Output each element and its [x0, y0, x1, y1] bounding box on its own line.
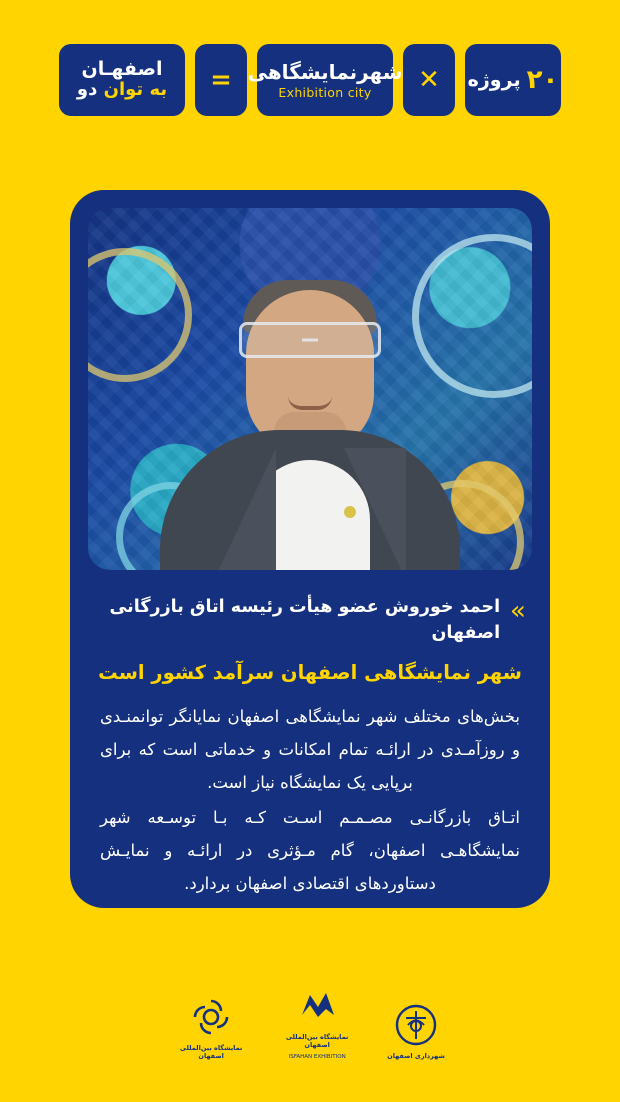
- slogan-line-2-b: دو: [76, 79, 98, 101]
- portrait-photo: [88, 208, 532, 570]
- top-banner: [0, 0, 620, 160]
- quote-mark-icon: «: [510, 596, 526, 626]
- isfahan-exhibition-secondary-logo: [281, 984, 353, 1060]
- speaker-name-and-title: احمد خوروش عضو هیأت رئیسه اتاق بازرگانی اصفهان: [109, 597, 501, 644]
- body-paragraph-1: بخش‌های مختلف شهر نمایشگاهی اصفهان نمایانگر توانمنـدی و روزآمـدی در ارائـه تمام امکانات و خدماتی است که برای برپایی یک نمایشگاه نیاز است.: [100, 706, 520, 792]
- projects-count: ۲۰: [526, 65, 559, 95]
- exhibition-flower-icon: [189, 995, 233, 1039]
- projects-chip: [465, 44, 561, 116]
- exhibition-cube-icon: [295, 984, 339, 1028]
- slogan-line-2: [77, 81, 167, 100]
- exhibition-city-en: Exhibition city: [278, 84, 372, 100]
- person-figure: [88, 208, 532, 570]
- quote-card: [70, 190, 550, 908]
- body-paragraph-2: اتـاق بازرگانـی مصـمـم اسـت کـه بـا توسـعه شهر نمایشگاهـی اصفهان، گام مـؤثری در ارائـه و نمایـش دستاوردهای اقتصادی اصفهان بردارد.: [100, 807, 520, 893]
- slogan-chip: [59, 44, 185, 116]
- exhibition-caption: نمایشگاه بین‌المللی اصفهان: [179, 1043, 243, 1060]
- glasses-icon: [239, 322, 381, 358]
- footer-logos: [0, 984, 620, 1060]
- lapel-pin-icon: [344, 506, 356, 518]
- isfahan-exhibition-logo: [175, 995, 247, 1060]
- headline: شهر نمایشگاهی اصفهان سرآمد کشور است: [98, 660, 522, 684]
- person-lapel-left: [214, 448, 276, 570]
- exhibition-secondary-caption-en: ISFAHAN EXHIBITION: [288, 1054, 346, 1060]
- projects-word: پروژه: [467, 69, 521, 91]
- slogan-line-1: اصفهـان: [81, 58, 163, 81]
- equals-operator-icon: =: [195, 44, 247, 116]
- isfahan-municipality-logo: [387, 1003, 445, 1060]
- quote-attribution-row: [88, 594, 532, 647]
- times-operator-icon: ✕: [403, 44, 455, 116]
- municipality-caption: شهرداری اصفهان: [387, 1051, 445, 1060]
- municipality-emblem-icon: [394, 1003, 438, 1047]
- exhibition-city-chip: [247, 44, 403, 116]
- exhibition-city-fa: شهرنمایشگاهی: [247, 59, 403, 84]
- slogan-line-2-a: به توان: [103, 79, 168, 101]
- body-text: [100, 700, 520, 900]
- exhibition-secondary-caption: نمایشگاه بین‌المللی اصفهان: [285, 1032, 349, 1049]
